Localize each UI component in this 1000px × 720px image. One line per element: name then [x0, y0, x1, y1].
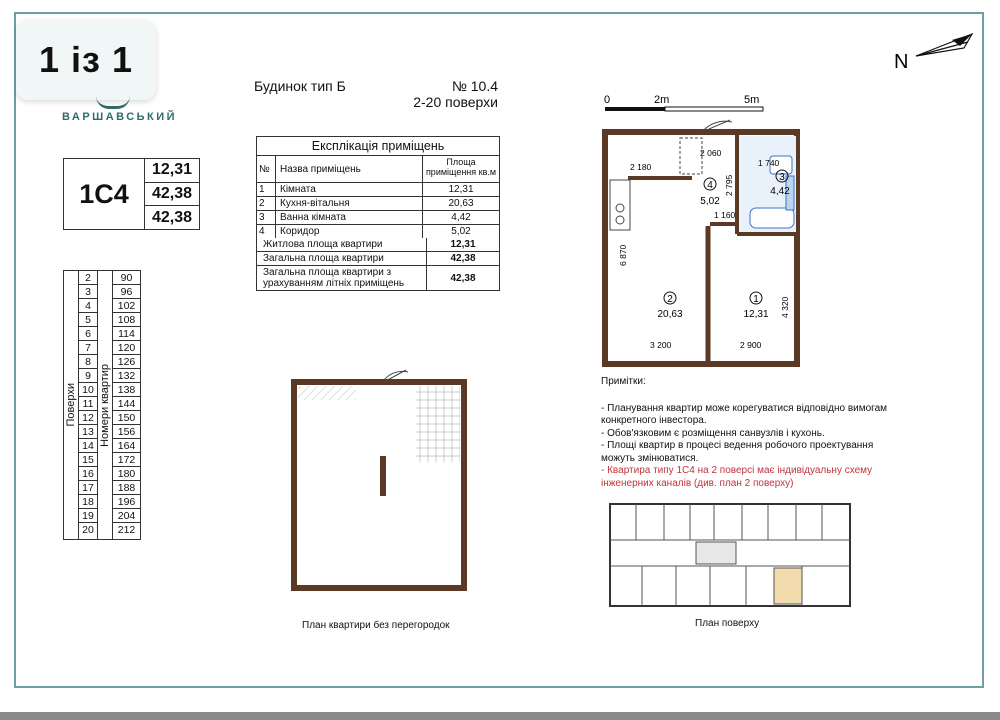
- floor-number: 16: [79, 467, 97, 481]
- apartment-number: 108: [113, 313, 140, 327]
- dim-2180: 2 180: [630, 162, 652, 172]
- apartment-number: 102: [113, 299, 140, 313]
- summary-name: Загальна площа квартири з урахуванням літніх приміщень: [257, 266, 427, 290]
- floor-number: 17: [79, 481, 97, 495]
- summary-name: Житлова площа квартири: [257, 238, 427, 251]
- page-indicator: 1 із 1: [16, 20, 156, 100]
- house-type: Будинок тип Б: [254, 78, 346, 94]
- note-item: - Площі квартир в процесі ведення робочого проектування можуть змінюватися.: [601, 440, 874, 464]
- open-plan: [284, 360, 474, 600]
- room-no: 3: [257, 211, 276, 224]
- dim-6870: 6 870: [618, 244, 628, 266]
- apartment-number: 172: [113, 453, 140, 467]
- room-name: Кухня-вітальня: [276, 197, 423, 210]
- floor-number: 8: [79, 355, 97, 369]
- apartment-number: 138: [113, 383, 140, 397]
- explication-room-row: [257, 211, 499, 225]
- notes-block: [601, 376, 901, 490]
- floor-number: 5: [79, 313, 97, 327]
- room-no: 4: [257, 225, 276, 238]
- apartment-number: 180: [113, 467, 140, 481]
- brand-name: ВАРШАВСЬКИЙ: [62, 111, 178, 123]
- col-area-header: Площа приміщення кв.м: [425, 157, 497, 177]
- explication-room-row: [257, 183, 499, 197]
- note-item: - Обов'язковим є розміщення санвузлів і кухонь.: [601, 427, 825, 439]
- room-2-number: 2: [667, 294, 673, 305]
- room-name: Кімната: [276, 183, 423, 196]
- apartment-number: 120: [113, 341, 140, 355]
- scale-end: 5m: [744, 94, 760, 106]
- floor-number: 10: [79, 383, 97, 397]
- floors-table: [63, 270, 141, 540]
- floor-number: 2: [79, 271, 97, 285]
- summary-value: 42,38: [450, 272, 476, 284]
- dim-2795: 2 795: [724, 174, 734, 196]
- explication-summary-row: [257, 266, 499, 290]
- apartment-number: 164: [113, 439, 140, 453]
- summary-name: Загальна площа квартири: [257, 252, 427, 265]
- apartment-number: 188: [113, 481, 140, 495]
- explication-title: Експлікація приміщень: [257, 137, 499, 156]
- room-4-number: 4: [707, 180, 713, 191]
- north-arrow-icon: [894, 30, 974, 74]
- apartment-plan: [600, 118, 800, 368]
- apartment-number: 196: [113, 495, 140, 509]
- dim-2900: 2 900: [740, 340, 762, 350]
- house-number: № 10.4: [451, 78, 498, 94]
- floor-number: 18: [79, 495, 97, 509]
- apartment-number: 144: [113, 397, 140, 411]
- bottom-bar: [0, 712, 1000, 720]
- floor-plan-caption: План поверху: [695, 618, 760, 629]
- note-item: - Планування квартир може корегуватися відповідно вимогам конкретного інвестора.: [601, 402, 888, 426]
- floor-number: 7: [79, 341, 97, 355]
- scale-bar: [604, 93, 764, 119]
- room-3-number: 3: [779, 172, 785, 183]
- dim-1740: 1 740: [758, 158, 780, 168]
- apartment-number: 150: [113, 411, 140, 425]
- floor-number: 19: [79, 509, 97, 523]
- dim-2060: 2 060: [700, 148, 722, 158]
- floor-number: 4: [79, 299, 97, 313]
- explication-summary-row: [257, 252, 499, 266]
- floor-number: 14: [79, 439, 97, 453]
- room-name: Ванна кімната: [276, 211, 423, 224]
- apartment-code-box: [63, 158, 200, 230]
- room-area: 4,42: [451, 212, 471, 223]
- explication-table: [256, 136, 500, 291]
- room-3-area: 4,42: [770, 186, 790, 197]
- scale-mid: 2m: [654, 94, 670, 106]
- room-4-area: 5,02: [700, 196, 720, 207]
- floor-number: 9: [79, 369, 97, 383]
- explication-summary-row: [257, 238, 499, 252]
- north-label: N: [894, 51, 909, 73]
- floor-number: 20: [82, 524, 94, 536]
- col-name-header: Назва приміщень: [276, 156, 423, 182]
- col-no-header: №: [257, 156, 276, 182]
- floor-number: 12: [79, 411, 97, 425]
- floor-number: 13: [79, 425, 97, 439]
- open-plan-caption: План квартири без перегородок: [302, 620, 450, 631]
- living-area-value: 12,31: [145, 159, 199, 183]
- room-area: 12,31: [448, 184, 474, 195]
- apartment-number: 132: [113, 369, 140, 383]
- scale-zero: 0: [604, 94, 611, 106]
- total-area-value: 42,38: [145, 183, 199, 207]
- apartment-number: 126: [113, 355, 140, 369]
- apartment-number: 96: [113, 285, 140, 299]
- apartment-number: 114: [113, 327, 140, 341]
- apartment-code: 1С4: [64, 159, 145, 229]
- floors-label: Поверхи: [65, 383, 77, 427]
- room-area: 5,02: [451, 226, 471, 237]
- room-area: 20,63: [448, 198, 474, 209]
- summary-value: 12,31: [450, 239, 476, 250]
- floor-number: 6: [79, 327, 97, 341]
- apartment-number: 90: [113, 271, 140, 285]
- summary-value: 42,38: [450, 253, 476, 264]
- floors-range: 2-20 поверхи: [413, 94, 498, 110]
- room-1-number: 1: [753, 294, 759, 305]
- apartment-number: 156: [113, 425, 140, 439]
- dim-1160: 1 160: [714, 210, 736, 220]
- apartment-number: 212: [117, 524, 136, 536]
- room-no: 1: [257, 183, 276, 196]
- floor-number: 11: [79, 397, 97, 411]
- house-number-block: [400, 78, 498, 110]
- floor-overview-plan: [606, 500, 854, 610]
- floor-number: 15: [79, 453, 97, 467]
- dim-4320: 4 320: [780, 296, 790, 318]
- notes-title: Примітки:: [601, 376, 646, 387]
- total-area-summer-value: 42,38: [151, 208, 193, 226]
- apartment-number: 204: [113, 509, 140, 523]
- room-1-area: 12,31: [743, 309, 769, 320]
- explication-room-row: [257, 225, 499, 238]
- floor-number: 3: [79, 285, 97, 299]
- room-name: Коридор: [276, 225, 423, 238]
- explication-room-row: [257, 197, 499, 211]
- dim-3200: 3 200: [650, 340, 672, 350]
- room-no: 2: [257, 197, 276, 210]
- note-red: - Квартира типу 1С4 на 2 поверсі має індивідуальну схему інженерних каналів (див. план 2 поверху): [601, 465, 873, 489]
- apartments-label: Номери квартир: [99, 363, 111, 447]
- room-2-area: 20,63: [657, 309, 683, 320]
